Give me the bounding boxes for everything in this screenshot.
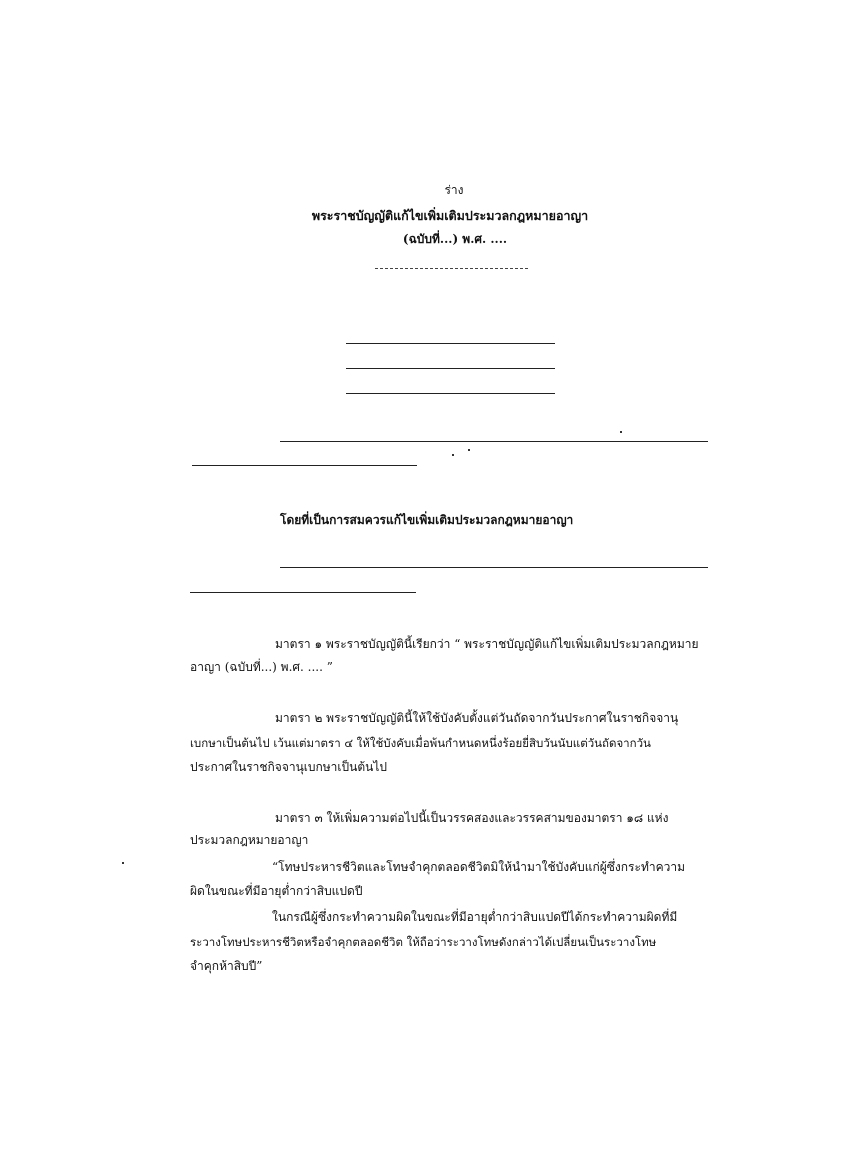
section-2-line-3: ประกาศในราชกิจจานุเบกษาเป็นต้นไป bbox=[190, 760, 387, 774]
draft-label: ร่าง bbox=[444, 183, 464, 197]
blank-line-2 bbox=[346, 368, 555, 369]
blank-line-1 bbox=[346, 343, 555, 344]
blank-line-4 bbox=[280, 441, 708, 442]
section-3-line-1: มาตรา ๓ ให้เพิ่มความต่อไปนี้เป็นวรรคสองและวรรคสามของมาตรา ๑๘ แห่ง bbox=[275, 811, 669, 825]
header-divider bbox=[375, 268, 528, 269]
scan-speck bbox=[468, 449, 470, 451]
scan-speck bbox=[620, 431, 622, 433]
section-3-quote-2-line-2: ระวางโทษประหารชีวิตหรือจำคุกตลอดชีวิต ให้ถือว่าระวางโทษดังกล่าวได้เปลี่ยนเป็นระวางโทษ bbox=[190, 935, 657, 949]
scan-speck bbox=[122, 862, 124, 864]
act-title: พระราชบัญญัติแก้ไขเพิ่มเติมประมวลกฎหมายอาญา bbox=[311, 208, 589, 223]
section-3-quote-2-line-3: จำคุกห้าสิบปี” bbox=[190, 959, 263, 973]
section-1-line-1: มาตรา ๑ พระราชบัญญัตินี้เรียกว่า “ พระราชบัญญัติแก้ไขเพิ่มเติมประมวลกฎหมาย bbox=[275, 637, 699, 651]
scan-speck bbox=[452, 454, 454, 456]
blank-line-3 bbox=[346, 393, 555, 394]
section-3-line-2: ประมวลกฎหมายอาญา bbox=[190, 833, 309, 847]
section-2-line-1: มาตรา ๒ พระราชบัญญัตินี้ให้ใช้บังคับตั้งแต่วันถัดจากวันประกาศในราชกิจจานุ bbox=[275, 711, 679, 725]
blank-line-7 bbox=[190, 592, 416, 593]
preamble-reason: โดยที่เป็นการสมควรแก้ไขเพิ่มเติมประมวลกฎหมายอาญา bbox=[280, 513, 574, 527]
blank-line-6 bbox=[280, 567, 708, 568]
section-3-quote-2-line-1: ในกรณีผู้ซึ่งกระทำความผิดในขณะที่มีอายุต่ำกว่าสิบแปดปีได้กระทำความผิดที่มี bbox=[272, 910, 678, 924]
section-3-quote-1-line-1: “โทษประหารชีวิตและโทษจำคุกตลอดชีวิตมิให้นำมาใช้บังคับแก่ผู้ซึ่งกระทำความ bbox=[272, 860, 686, 874]
blank-line-5 bbox=[192, 465, 417, 466]
act-edition: (ฉบับที่...) พ.ศ. .... bbox=[402, 232, 508, 246]
section-3-quote-1-line-2: ผิดในขณะที่มีอายุต่ำกว่าสิบแปดปี bbox=[190, 884, 363, 898]
section-1-line-2: อาญา (ฉบับที่...) พ.ศ. .... ” bbox=[190, 660, 333, 674]
section-2-line-2: เบกษาเป็นต้นไป เว้นแต่มาตรา ๔ ให้ใช้บังคับเมื่อพ้นกำหนดหนึ่งร้อยยี่สิบวันนับแต่วันถัดจากวัน bbox=[190, 736, 651, 750]
